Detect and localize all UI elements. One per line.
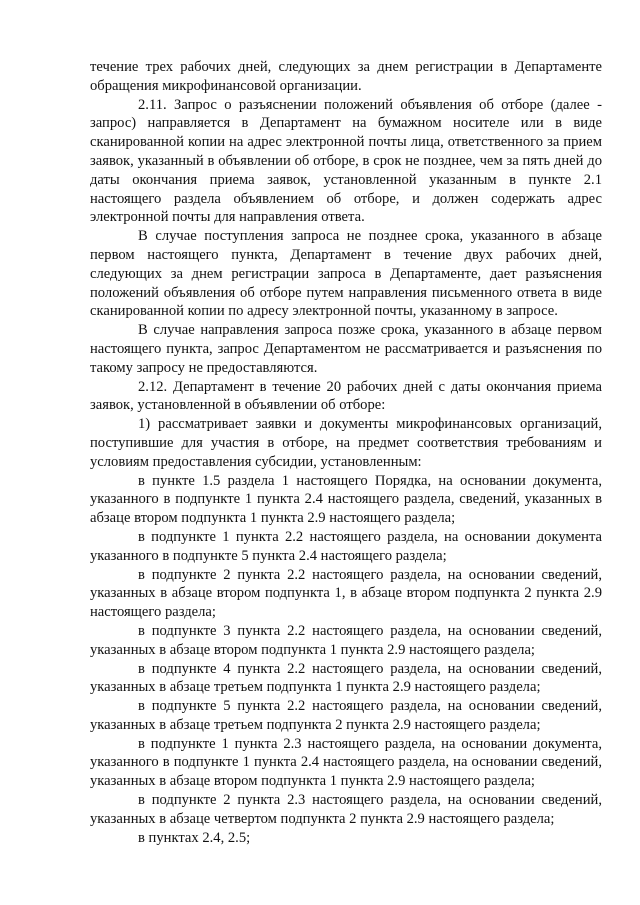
paragraph-continuation: течение трех рабочих дней, следующих за днем регистрации в Департаменте обращения микрофинансовой организации. <box>90 59 602 94</box>
paragraph-2-11: 2.11. Запрос о разъяснении положений объявления об отборе (далее - запрос) направляется в Департамент на бумажном носителе или в виде сканированной копии на адрес электронной почты лица, ответственного за прием заявок, указанный в объявлении об отборе, в срок не позднее, чем за пять дней до даты окончания приема заявок, установленной указанным в пункте 2.1 настоящего раздела объявлением об отборе, и должен содержать адрес электронной почты для направления ответа. <box>90 96 602 226</box>
paragraph-clause-2-3-2: в подпункте 2 пункта 2.3 настоящего раздела, на основании сведений, указанных в абзаце четвертом подпункта 2 пункта 2.9 настоящего раздела; <box>90 792 602 827</box>
paragraph-clause-2-3-1: в подпункте 1 пункта 2.3 настоящего раздела, на основании документа, указанного в подпункте 1 пункта 2.4 настоящего раздела, на основании сведений, указанных в абзаце втором подпункта 1 пункта 2.9 настоящего раздела; <box>90 735 602 790</box>
paragraph-clause-2-2-2: в подпункте 2 пункта 2.2 настоящего раздела, на основании сведений, указанных в абзаце втором подпункта 1, в абзаце втором подпункта 2 пункта 2.9 настоящего раздела; <box>90 566 602 621</box>
document-page <box>90 58 602 847</box>
paragraph-clauses-2-4-2-5: в пунктах 2.4, 2.5; <box>138 829 251 846</box>
paragraph-clause-2-2-1: в подпункте 1 пункта 2.2 настоящего раздела, на основании документа указанного в подпункте 5 пункта 2.4 настоящего раздела; <box>90 528 602 564</box>
paragraph-timely-request: В случае поступления запроса не позднее срока, указанного в абзаце первом настоящего пункта, Департамент в течение двух рабочих дней, следующих за днем регистрации запроса в Департаменте, дает разъяснения положений объявления об отборе путем направления письменного ответа в виде сканированной копии по адресу электронной почты, указанному в запросе. <box>90 228 602 320</box>
paragraph-clause-2-2-4: в подпункте 4 пункта 2.2 настоящего раздела, на основании сведений, указанных в абзаце третьем подпункта 1 пункта 2.9 настоящего раздела; <box>90 660 602 696</box>
paragraph-2-12: 2.12. Департамент в течение 20 рабочих дней с даты окончания приема заявок, установленной в объявлении об отборе: <box>90 378 602 414</box>
paragraph-item-1: 1) рассматривает заявки и документы микрофинансовых организаций, поступившие для участия в отборе, на предмет соответствия требованиям и условиям предоставления субсидии, установленным: <box>90 416 602 470</box>
paragraph-clause-1-5: в пункте 1.5 раздела 1 настоящего Порядка, на основании документа, указанного в подпункте 1 пункта 2.4 настоящего раздела, сведений, указанных в абзаце втором подпункта 1 пункта 2.9 настоящего раздела; <box>90 472 602 527</box>
paragraph-clause-2-2-3: в подпункте 3 пункта 2.2 настоящего раздела, на основании сведений, указанных в абзаце втором подпункта 1 пункта 2.9 настоящего раздела; <box>90 622 602 658</box>
paragraph-clause-2-2-5: в подпункте 5 пункта 2.2 настоящего раздела, на основании сведений, указанных в абзаце третьем подпункта 2 пункта 2.9 настоящего раздела; <box>90 698 602 733</box>
paragraph-late-request: В случае направления запроса позже срока, указанного в абзаце первом настоящего пункта, запрос Департаментом не рассматривается и разъяснения по такому запросу не предоставляются. <box>90 322 602 376</box>
